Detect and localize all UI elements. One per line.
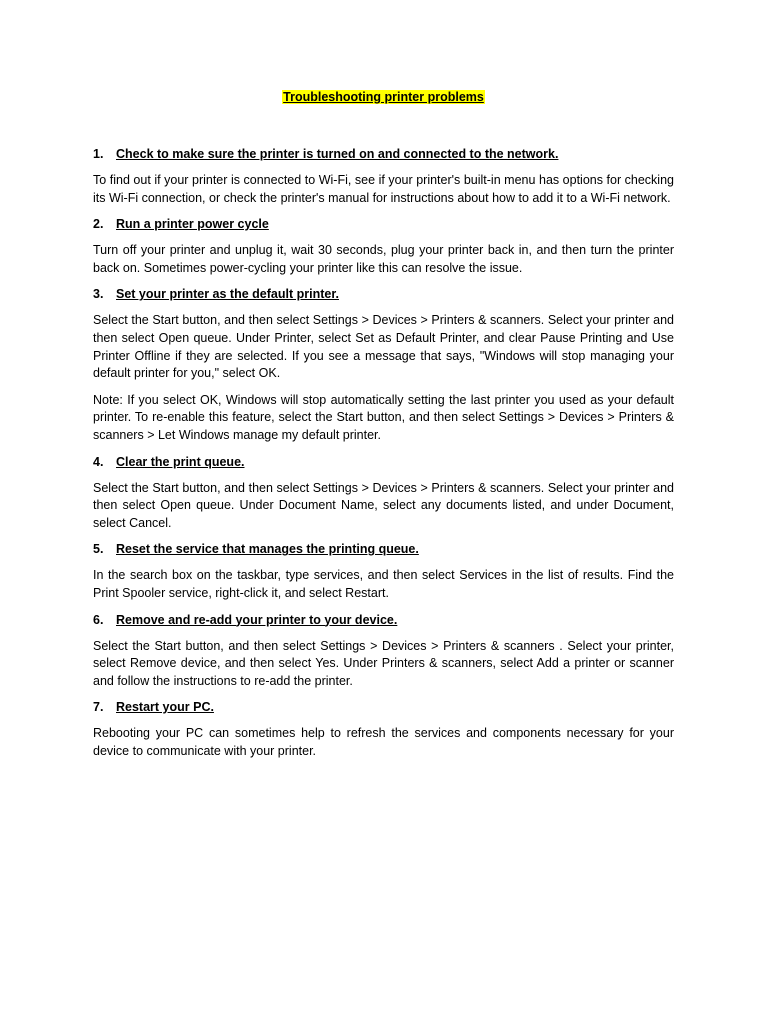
section-heading-text: Set your printer as the default printer. (116, 287, 339, 302)
section-heading-text: Remove and re-add your printer to your device. (116, 612, 398, 627)
section-number: 6. (93, 612, 104, 627)
section-number: 1. (93, 147, 104, 161)
section-number: 7. (93, 700, 104, 715)
section-5-paragraph: In the search box on the taskbar, type services, and then select Services in the list of results. Find the Print Spooler service, right-click it, and select Restart. (93, 568, 674, 600)
section-2-heading (93, 216, 674, 233)
section-3-paragraph: Select the Start button, and then select Settings > Devices > Printers & scanners. Select your printer and then select Open queue. Under Printer, select Set as Default Printer, and clear Pause Printing and Use Printer Offline if they are selected. If you see a message that says, "Windows will stop managing your default printer for you," select OK. (93, 313, 674, 381)
section-number: 4. (93, 454, 104, 469)
section-4-heading (93, 454, 674, 471)
document-title-text: Troubleshooting printer problems (283, 90, 484, 104)
section-2-paragraph: Turn off your printer and unplug it, wait 30 seconds, plug your printer back in, and then turn the printer back on. Sometimes power-cycling your printer like this can resolve the issue. (93, 243, 674, 275)
section-heading-text: Check to make sure the printer is turned on and connected to the network. (116, 147, 559, 161)
section-7-heading (93, 699, 674, 716)
document-title (93, 88, 674, 106)
section-7-paragraph: Rebooting your PC can sometimes help to refresh the services and components necessary for your device to communicate with your printer. (93, 726, 674, 758)
section-heading-text: Restart your PC. (116, 700, 214, 715)
section-3-note-paragraph: Note: If you select OK, Windows will stop automatically setting the last printer you used as your default printer. To re-enable this feature, select the Start button, and then select Settings > Devices > Printers & scanners > Let Windows manage my default printer. (93, 392, 674, 442)
section-number: 5. (93, 542, 104, 557)
section-5-heading (93, 541, 674, 558)
section-1-heading (93, 146, 674, 163)
section-heading-text: Run a printer power cycle (116, 217, 269, 232)
section-1-paragraph: To find out if your printer is connected to Wi-Fi, see if your printer's built-in menu has options for checking its Wi-Fi connection, or check the printer's manual for instructions about how to add it to a Wi-Fi network. (93, 173, 674, 205)
section-6-heading (93, 612, 674, 629)
section-heading-text: Clear the print queue. (116, 454, 245, 469)
section-3-heading (93, 286, 674, 303)
section-4-paragraph: Select the Start button, and then select Settings > Devices > Printers & scanners. Select your printer and then select Open queue. Under Document Name, select any documents listed, and under Document, select Cancel. (93, 480, 674, 530)
section-number: 2. (93, 217, 104, 232)
section-heading-text: Reset the service that manages the printing queue. (116, 542, 419, 557)
section-number: 3. (93, 287, 104, 302)
document-page (93, 88, 674, 769)
section-6-paragraph: Select the Start button, and then select Settings > Devices > Printers & scanners . Select your printer, select Remove device, and then select Yes. Under Printers & scanners, select Add a printer or scanner and follow the instructions to re-add the printer. (93, 638, 674, 688)
